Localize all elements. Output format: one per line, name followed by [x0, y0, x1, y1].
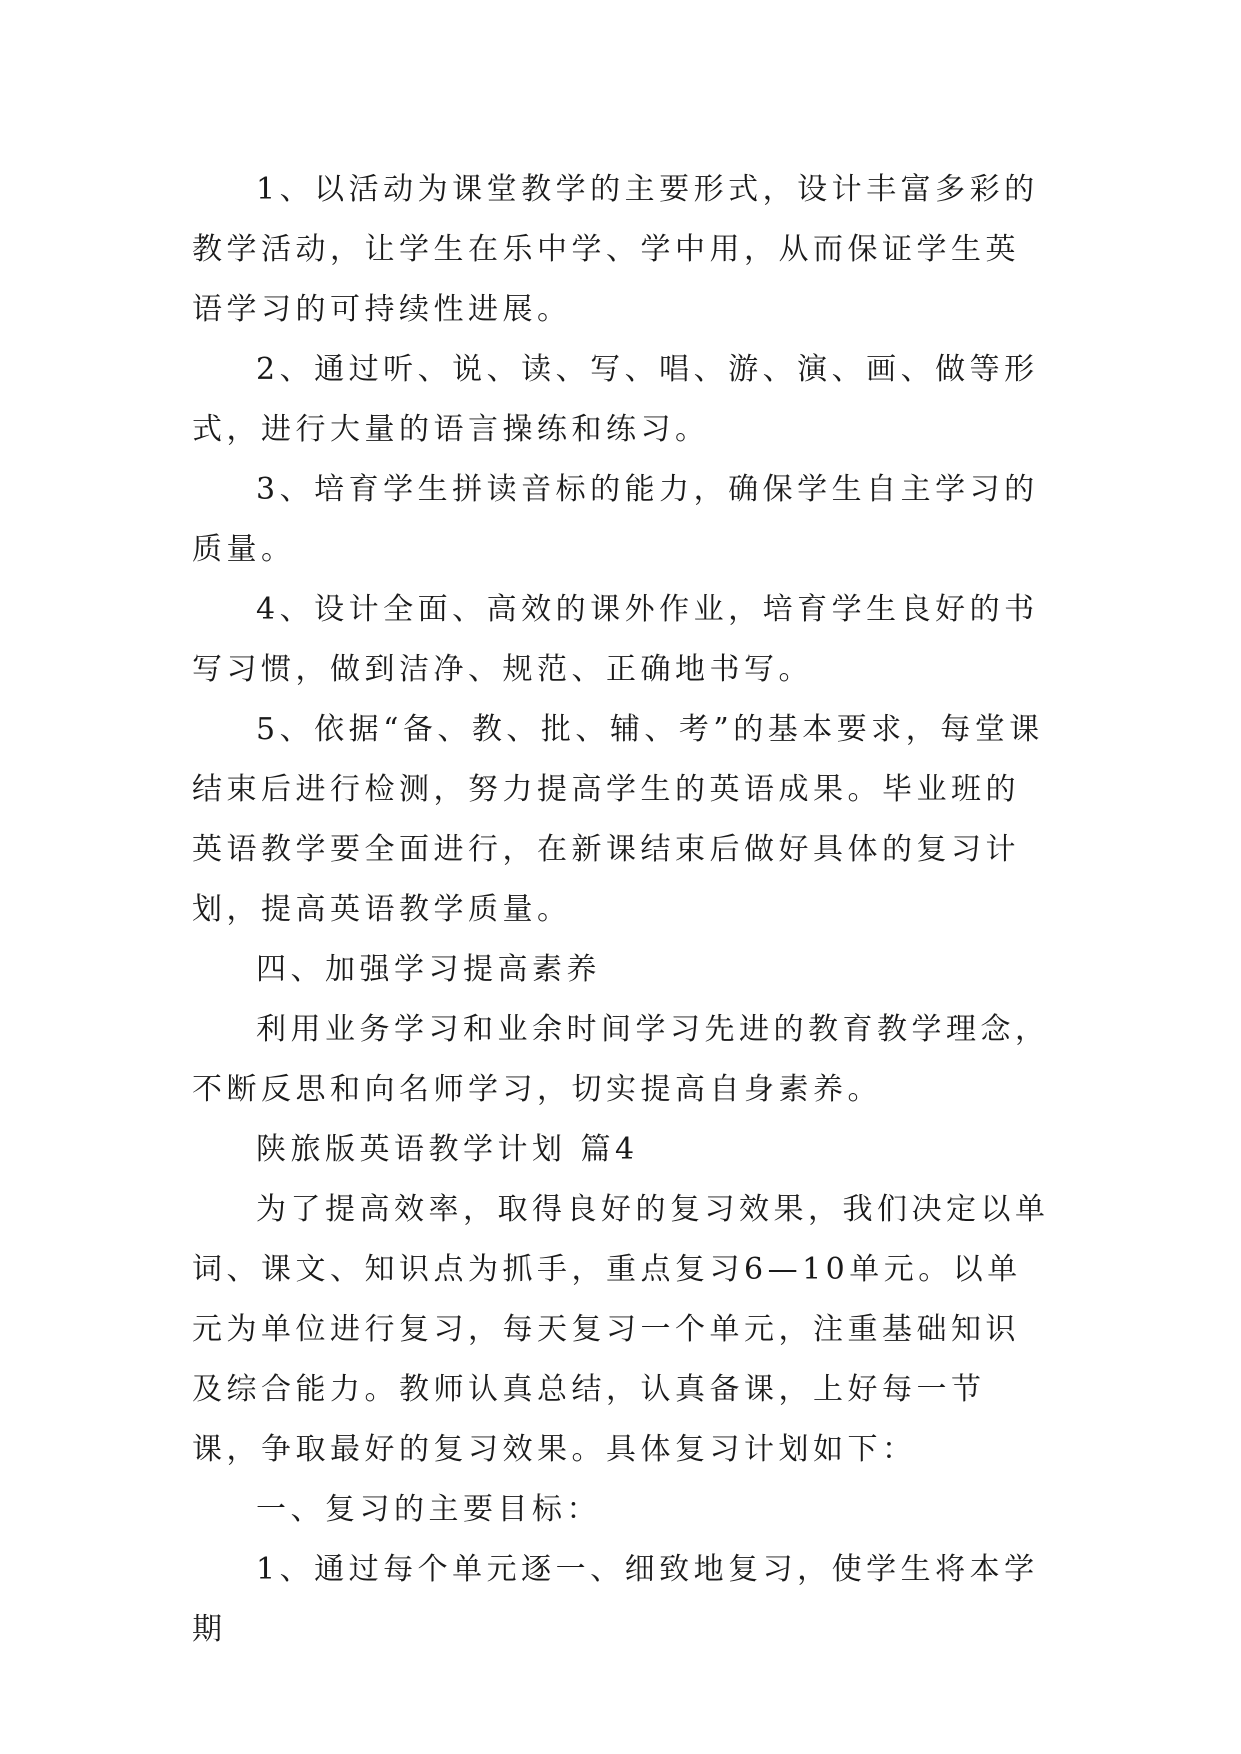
paragraph-7: 为了提高效率，取得良好的复习效果，我们决定以单词、课文、知识点为抓手，重点复习6—10单元。以单元为单位进行复习，每天复习一个单元，注重基础知识及综合能力。教师认真总结，认真备课，上好每一节课，争取最好的复习效果。具体复习计划如下： — [192, 1192, 1050, 1467]
plan-title: 陕旅版英语教学计划 篇4 — [256, 1132, 639, 1167]
document-body — [192, 160, 1052, 1660]
section-heading-1: 一、复习的主要目标： — [256, 1492, 601, 1527]
paragraph-2: 2、通过听、说、读、写、唱、游、演、画、做等形式，进行大量的语言操练和练习。 — [192, 352, 1039, 447]
paragraph-1: 1、以活动为课堂教学的主要形式，设计丰富多彩的教学活动，让学生在乐中学、学中用，从而保证学生英语学习的可持续性进展。 — [192, 172, 1039, 327]
section-heading-4: 四、加强学习提高素养 — [256, 952, 601, 987]
paragraph-5: 5、依据“备、教、批、辅、考”的基本要求，每堂课结束后进行检测，努力提高学生的英语成果。毕业班的英语教学要全面进行，在新课结束后做好具体的复习计划，提高英语教学质量。 — [192, 712, 1044, 927]
paragraph-8: 1、通过每个单元逐一、细致地复习，使学生将本学期 — [192, 1552, 1039, 1647]
paragraph-4: 4、设计全面、高效的课外作业，培育学生良好的书写习惯，做到洁净、规范、正确地书写。 — [192, 592, 1039, 687]
paragraph-3: 3、培育学生拼读音标的能力，确保学生自主学习的质量。 — [192, 472, 1039, 567]
paragraph-6: 利用业务学习和业余时间学习先进的教育教学理念，不断反思和向名师学习，切实提高自身素养。 — [192, 1012, 1050, 1107]
